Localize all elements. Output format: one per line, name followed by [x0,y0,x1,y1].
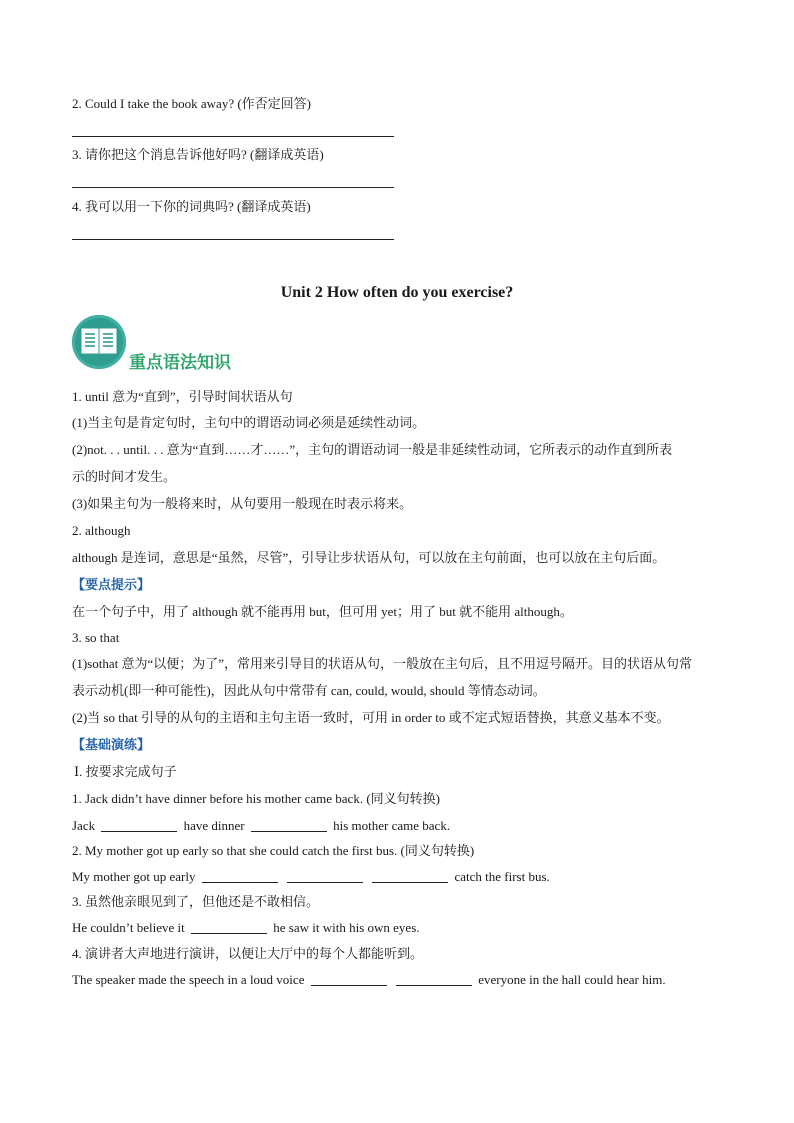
question-2: 2. Could I take the book away? (作否定回答) [72,96,312,111]
book-icon [72,315,126,369]
practice-part-label: Ⅰ. 按要求完成句子 [74,764,177,779]
blank-input[interactable] [101,818,177,832]
tip-text: 在一个句子中，用了 although 就不能再用 but，但可用 yet；用了 but 就不能用 although。 [72,604,573,619]
grammar-item2-title: 2. although [72,523,131,538]
blank-input[interactable] [191,920,267,934]
practice-q2: 2. My mother got up early so that she could catch the first bus. (同义句转换) [72,843,475,858]
tip-label: 【要点提示】 [72,577,151,592]
answer-line [72,239,394,240]
grammar-item1-p1: (1)当主句是肯定句时，主句中的谓语动词必须是延续性动词。 [72,415,426,430]
grammar-item3-p1a: (1)sothat 意为“以便；为了”，常用来引导目的状语从句，一般放在主句后，且不用逗号隔开。目的状语从句常 [72,656,693,671]
question-4: 4. 我可以用一下你的词典吗? (翻译成英语) [72,199,311,214]
practice-q3: 3. 虽然他亲眼见到了，但他还是不敢相信。 [72,894,320,909]
section-heading: 重点语法知识 [129,353,231,373]
practice-q4-answer: The speaker made the speech in a loud voice everyone in the hall could hear him. [72,972,666,987]
grammar-item3-title: 3. so that [72,630,120,645]
blank-input[interactable] [396,972,472,986]
grammar-item2-p1: although 是连词，意思是“虽然，尽管”，引导让步状语从句，可以放在主句前面，也可以放在主句后面。 [72,550,666,565]
blank-input[interactable] [372,869,448,883]
blank-input[interactable] [251,818,327,832]
unit-title: Unit 2 How often do you exercise? [280,284,514,301]
practice-q2-answer: My mother got up early catch the first bus. [72,869,550,884]
grammar-item1-p2b: 示的时间才发生。 [72,469,177,484]
practice-q1-answer: Jack have dinner his mother came back. [72,818,451,833]
grammar-item3-p1b: 表示动机(即一种可能性)，因此从句中常带有 can, could, would, should 等情态动词。 [72,683,546,698]
blank-input[interactable] [311,972,387,986]
answer-line [72,136,394,137]
answer-line [72,187,394,188]
grammar-item1-title: 1. until 意为“直到”，引导时间状语从句 [72,389,293,404]
practice-label: 【基础演练】 [72,737,151,752]
practice-q1: 1. Jack didn’t have dinner before his mother came back. (同义句转换) [72,791,440,806]
blank-input[interactable] [202,869,278,883]
blank-input[interactable] [287,869,363,883]
practice-q4: 4. 演讲者大声地进行演讲，以便让大厅中的每个人都能听到。 [72,946,424,961]
grammar-item1-p3: (3)如果主句为一般将来时，从句要用一般现在时表示将来。 [72,496,413,511]
grammar-item1-p2a: (2)not. . . until. . . 意为“直到……才……”，主句的谓语动词一般是非延续性动词，它所表示的动作直到所表 [72,442,673,457]
practice-q3-answer: He couldn’t believe it he saw it with his own eyes. [72,920,420,935]
grammar-item3-p2: (2)当 so that 引导的从句的主语和主句主语一致时，可用 in order to 或不定式短语替换，其意义基本不变。 [72,710,670,725]
question-3: 3. 请你把这个消息告诉他好吗? (翻译成英语) [72,147,324,162]
